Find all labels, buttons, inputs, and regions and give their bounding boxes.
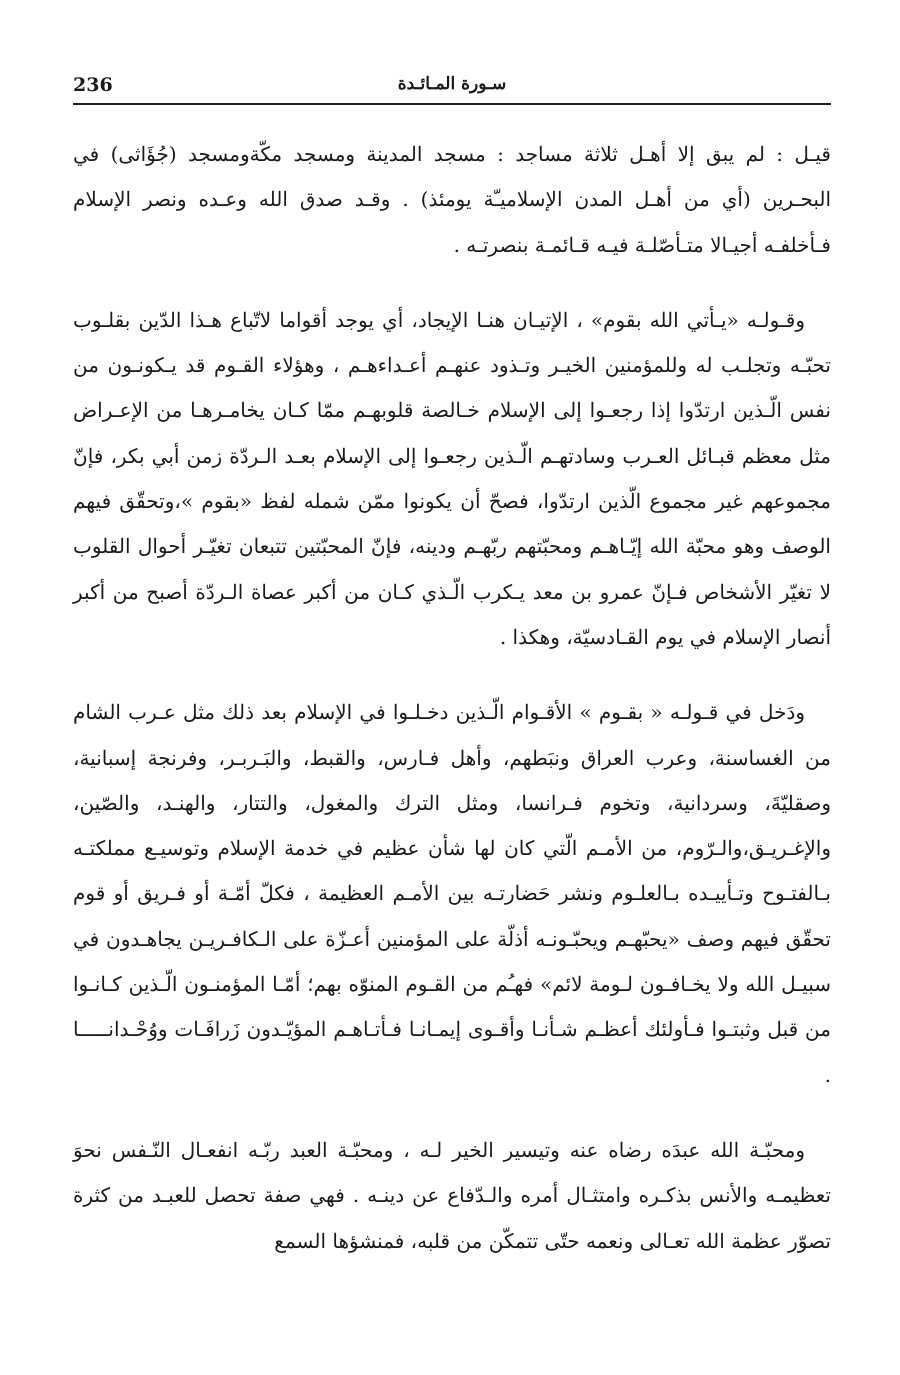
- running-head: سـورة المـائـدة: [397, 74, 507, 94]
- page-header: [73, 72, 831, 102]
- page-number: 236: [73, 74, 113, 96]
- paragraph-1: قيـل : لم يبق إلا أهـل ثلاثة مساجد : مسجد المدينة ومسجد مكّةومسجد (جُؤَاثى) في البحـرين (أي من أهـل المدن الإسلاميـّة يومئذ) . وقـد صدق الله وعـده ونصر الإسلام فـأخلفـه أجيـالا متـأصّلـة فيـه قـائمـة بنصرتـه .: [73, 142, 831, 257]
- paragraph-2: وقـولـه «يـأتي الله بقوم» ، الإتيـان هنـا الإيجاد، أي يوجد أقواما لاتّباع هـذا الدّين بقلـوب تحبّـه وتجلـب له وللمؤمنين الخيـر وتـذود عنهـم أعـداءهـم ، وهؤلاء القـوم قد يـكونـون من نفس الّـذين ارتدّوا إذا رجعـوا إلى الإسلام خـالصة قلوبهـم ممّا كـان يخامـرهـا من الإعـراض مثل معظم قبـائل العـرب وسادتهـم الّـذين رجعـوا إلى الإسلام بعـد الـردّة زمن أبي بكر، فإنّ مجموعهم غير مجموع الّذين ارتدّوا، فصحّ أن يكونوا ممّن شمله لفظ «بقوم »،وتحقّق فيهم الوصف وهو محبّة الله إيّـاهـم ومحبّتهم ربّهـم ودينه، فإنّ المحبّتين تتبعان تغيّـر أحوال القلوب لا تغيّر الأشخاص فـإنّ عمرو بن معد يـكرب الّـذي كـان من أكبر عصاة الـردّة أصبح من أكبر أنصار الإسلام في يوم القـادسيّة، وهكذا .: [73, 307, 831, 649]
- header-rule: [73, 103, 831, 105]
- paragraph-4: ومحبّـة الله عبدَه رضاه عنه وتيسير الخير لـه ، ومحبّـة العبد ربّـه انفعـال النّـفس نحوَ تعظيمـه والأنس بذكـره وامتثـال أمره والـدّفاع عن دينـه . فهي صفة تحصل للعبـد من كثرة تصوّر عظمة الله تعـالى ونعمه حتّى تتمكّن من قلبه، فمنشؤها السمع: [73, 1137, 831, 1253]
- paragraph-3: ودَخل في قـولـه « بقـوم » الأقـوام الّـذين دخـلـوا في الإسلام بعد ذلك مثل عـرب الشام من الغساسنة، وعرب العراق ونبَطهم، وأهل فـارس، والقبط، والبَـربـر، وفرنجة إسبانية، وصقليّةَ، وسردانية، وتخوم فـرانسا، ومثل الترك والمغول، والتتار، والهنـد، والصّين، والإغـريـق،والـرّوم، من الأمـم الّتي كان لها شأن عظيم في خدمة الإسلام وتوسيـع مملكتـه بـالفتـوح وتـأييـده بـالعلـوم ونشر حَضارتـه بين الأمـم العظيمة ، فكلّ أمّـة أو فـريق أو قوم تحقّق فيهم وصف «يحبّهـم ويحبّـونـه أذلّة على المؤمنين أعـزّة على الـكافـريـن يجاهـدون في سبيـل الله ولا يخـافـون لـومة لائم» فهـُم من القـوم المنوّه بهم؛ أمّـا المؤمنـون الّـذين كـانـوا من قبل وثبتـوا فـأولئك أعظـم شـأنـا وأقـوى إيمـانـا فـأتـاهـم المؤيّـدون زَرافَـات ووُحْـدانـــــا .: [73, 700, 831, 1087]
- body-text: [73, 132, 831, 1264]
